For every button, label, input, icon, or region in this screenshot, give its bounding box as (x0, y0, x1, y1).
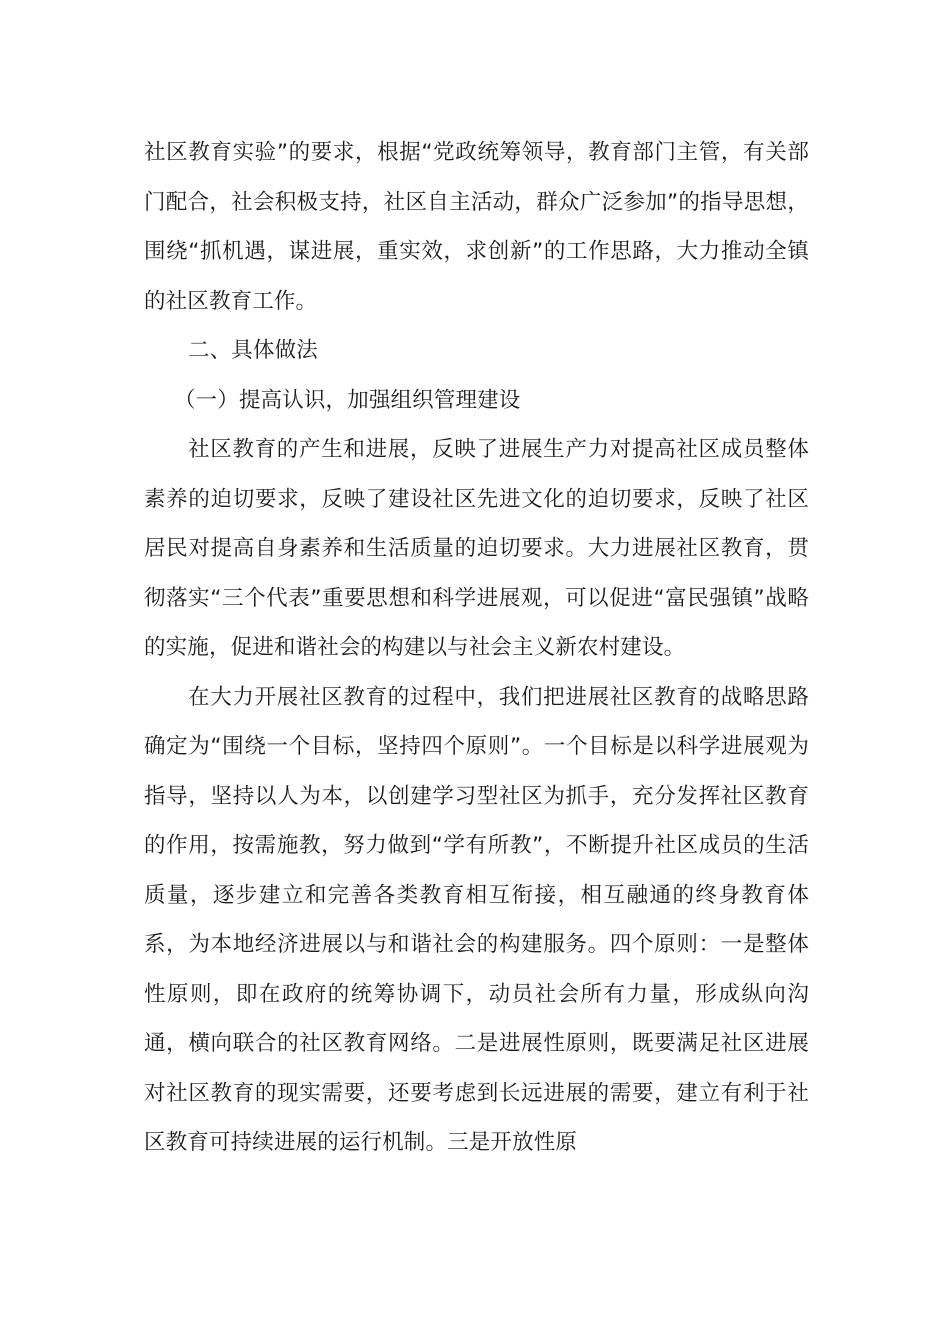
paragraph: 社区教育的产生和进展，反映了进展生产力对提高社区成员整体素养的迫切要求，反映了建设社区先进文化的迫切要求，反映了社区居民对提高自身素养和生活质量的迫切要求。大力进展社区教育，贯彻落实“三个代表”重要思想和科学进展观，可以促进“富民强镇”战略的实施，促进和谐社会的构建以与社会主义新农村建设。 (144, 437, 809, 660)
paragraph: 在大力开展社区教育的过程中，我们把进展社区教育的战略思路确定为“围绕一个目标，坚持四个原则”。一个目标是以科学进展观为指导，坚持以人为本，以创建学习型社区为抓手，充分发挥社区教育的作用，按需施教，努力做到“学有所教”，不断提升社区成员的生活质量，逐步建立和完善各类教育相互衔接，相互融通的终身教育体系，为本地经济进展以与和谐社会的构建服务。四个原则：一是整体性原则，即在政府的统筹协调下，动员社会所有力量，形成纵向沟通，横向联合的社区教育网络。二是进展性原则，既要满足社区进展对社区教育的现实需要，还要考虑到长远进展的需要，建立有利于社区教育可持续进展的运行机制。三是开放性原 (144, 684, 809, 1155)
paragraph-continuation: 社区教育实验”的要求，根据“党政统筹领导，教育部门主管，有关部门配合，社会积极支持，社区自主活动，群众广泛参加”的指导思想，围绕“抓机遇，谋进展，重实效，求创新”的工作思路，大力推动全镇的社区教育工作。 (144, 140, 809, 314)
document-body (144, 128, 809, 1168)
section-heading: 二、具体做法 (188, 338, 318, 363)
subsection-heading: （一）提高认识，加强组织管理建设 (174, 387, 521, 413)
